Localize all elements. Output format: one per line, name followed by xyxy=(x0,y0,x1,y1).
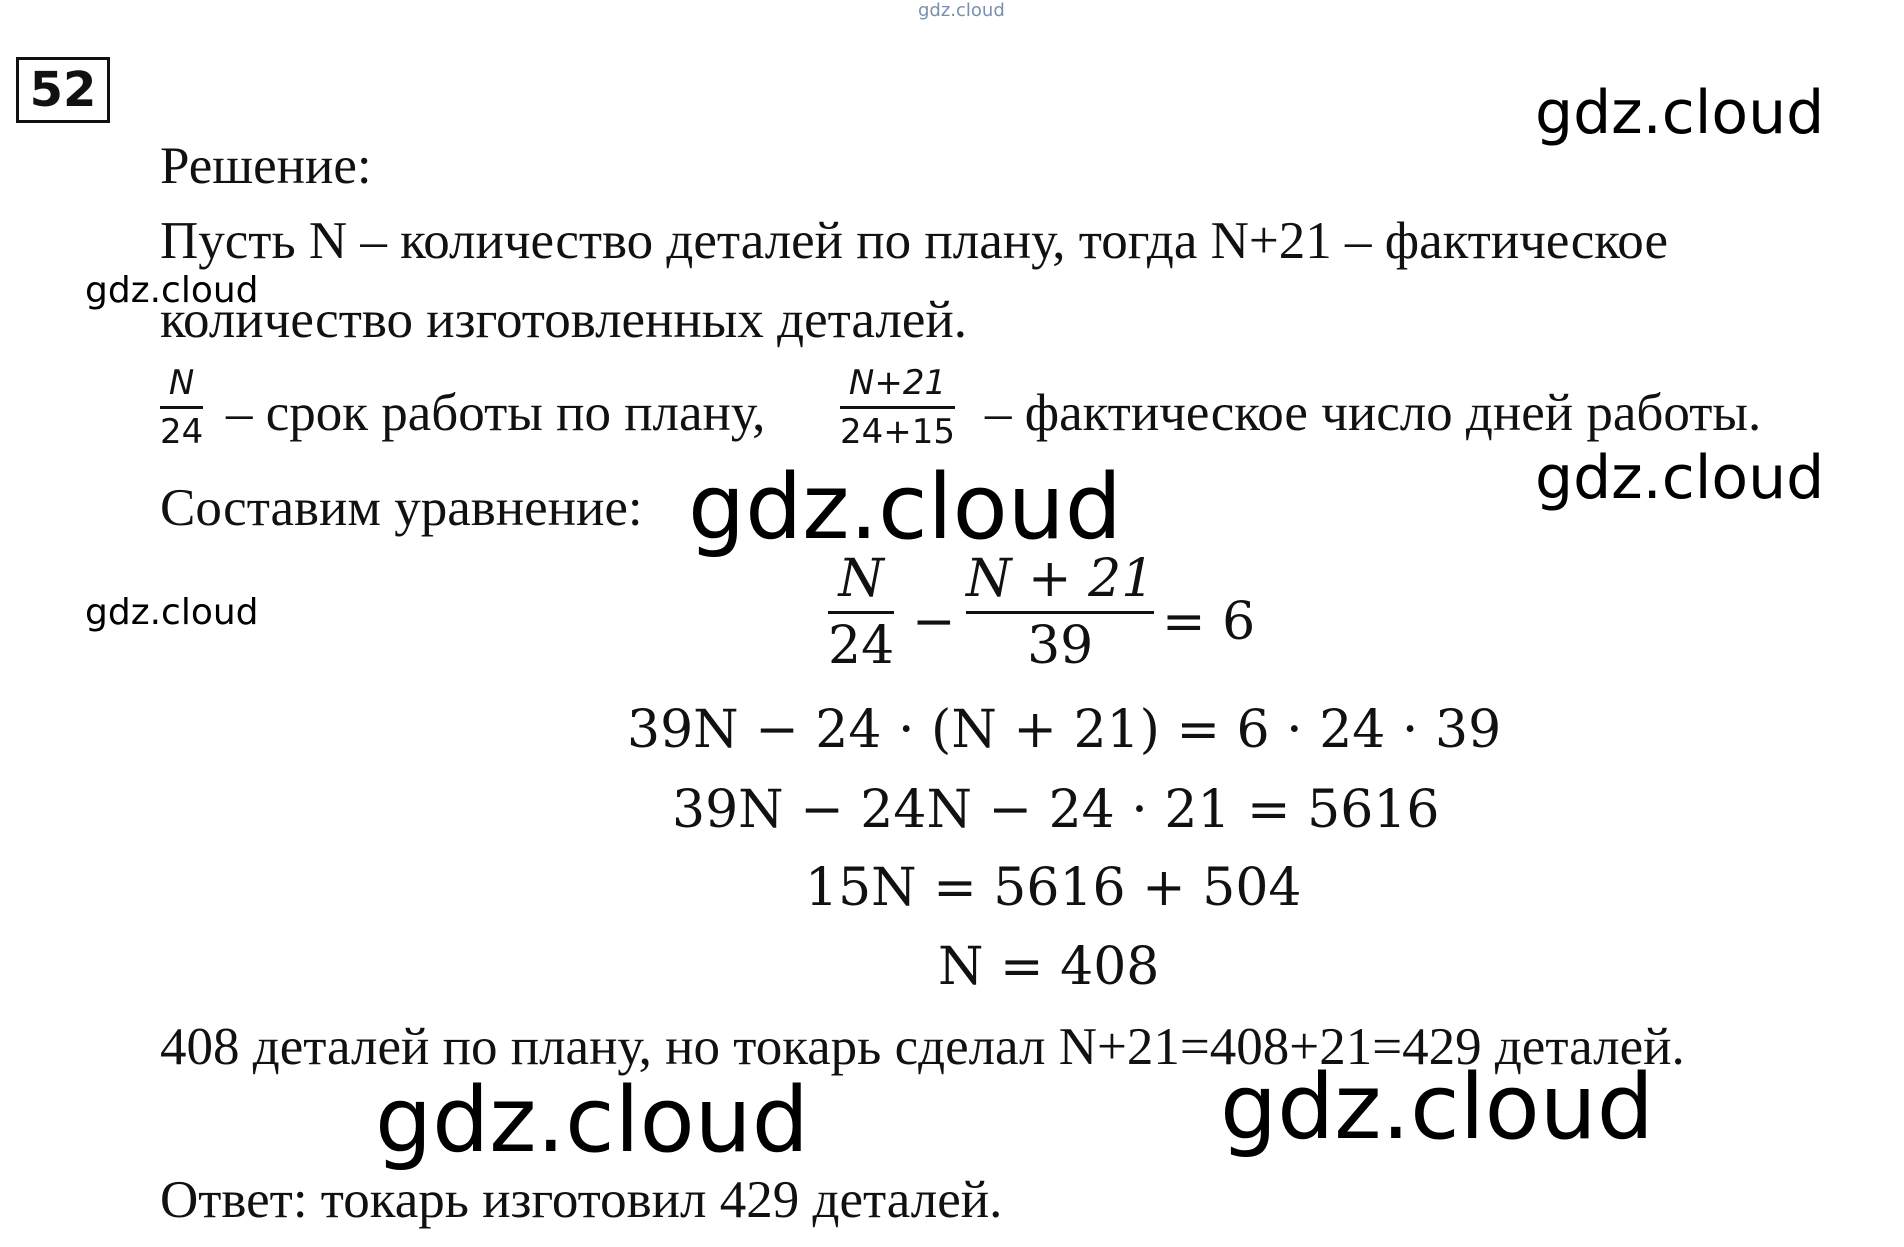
equation-result: N = 408 xyxy=(938,937,1160,997)
equation-fraction-2 xyxy=(966,549,1155,676)
text-line: – фактическое число дней работы. xyxy=(985,384,1762,442)
watermark: gdz.cloud xyxy=(1535,443,1825,513)
equation-minus: − xyxy=(912,592,956,652)
equation-rhs: = 6 xyxy=(1162,592,1256,652)
equation-fraction-1 xyxy=(828,549,895,676)
watermark-top: gdz.cloud xyxy=(918,0,1005,21)
watermark: gdz.cloud xyxy=(1220,1055,1654,1160)
fraction-bar xyxy=(966,611,1154,614)
fraction-denominator: 24 xyxy=(160,412,204,452)
watermark: gdz.cloud xyxy=(85,592,259,633)
watermark: gdz.cloud xyxy=(375,1068,809,1173)
fraction-bar xyxy=(828,611,894,614)
text-line: Составим уравнение: xyxy=(160,479,643,537)
equation-step: 39N − 24 · (N + 21) = 6 · 24 · 39 xyxy=(627,700,1502,760)
fraction-bar xyxy=(160,406,203,409)
text-line: Пусть N – количество деталей по плану, тогда N+21 – фактическое xyxy=(160,212,1668,270)
fraction-plan-time xyxy=(160,363,204,452)
fraction-bar xyxy=(840,406,955,409)
fraction-denominator: 24 xyxy=(828,616,895,676)
fraction-numerator: N+21 xyxy=(848,363,947,403)
solution-heading: Решение: xyxy=(160,137,372,195)
watermark: gdz.cloud xyxy=(85,270,259,311)
equation-step: 39N − 24N − 24 · 21 = 5616 xyxy=(672,780,1440,840)
watermark: gdz.cloud xyxy=(688,455,1122,560)
problem-number: 52 xyxy=(16,57,110,123)
fraction-numerator: N xyxy=(838,549,884,609)
fraction-numerator: N + 21 xyxy=(966,549,1155,609)
watermark: gdz.cloud xyxy=(1535,78,1825,148)
conclusion-line: 408 деталей по плану, но токарь сделал N+21=408+21=429 деталей. xyxy=(160,1018,1685,1076)
fraction-actual-time xyxy=(840,363,956,452)
answer-line: Ответ: токарь изготовил 429 деталей. xyxy=(160,1171,1003,1229)
text-line: – срок работы по плану, xyxy=(226,384,766,442)
equation-step: 15N = 5616 + 504 xyxy=(805,858,1302,918)
fraction-denominator: 24+15 xyxy=(840,412,956,452)
fraction-numerator: N xyxy=(168,363,195,403)
fraction-denominator: 39 xyxy=(1027,616,1094,676)
text-line: количество изготовленных деталей. xyxy=(160,291,968,349)
